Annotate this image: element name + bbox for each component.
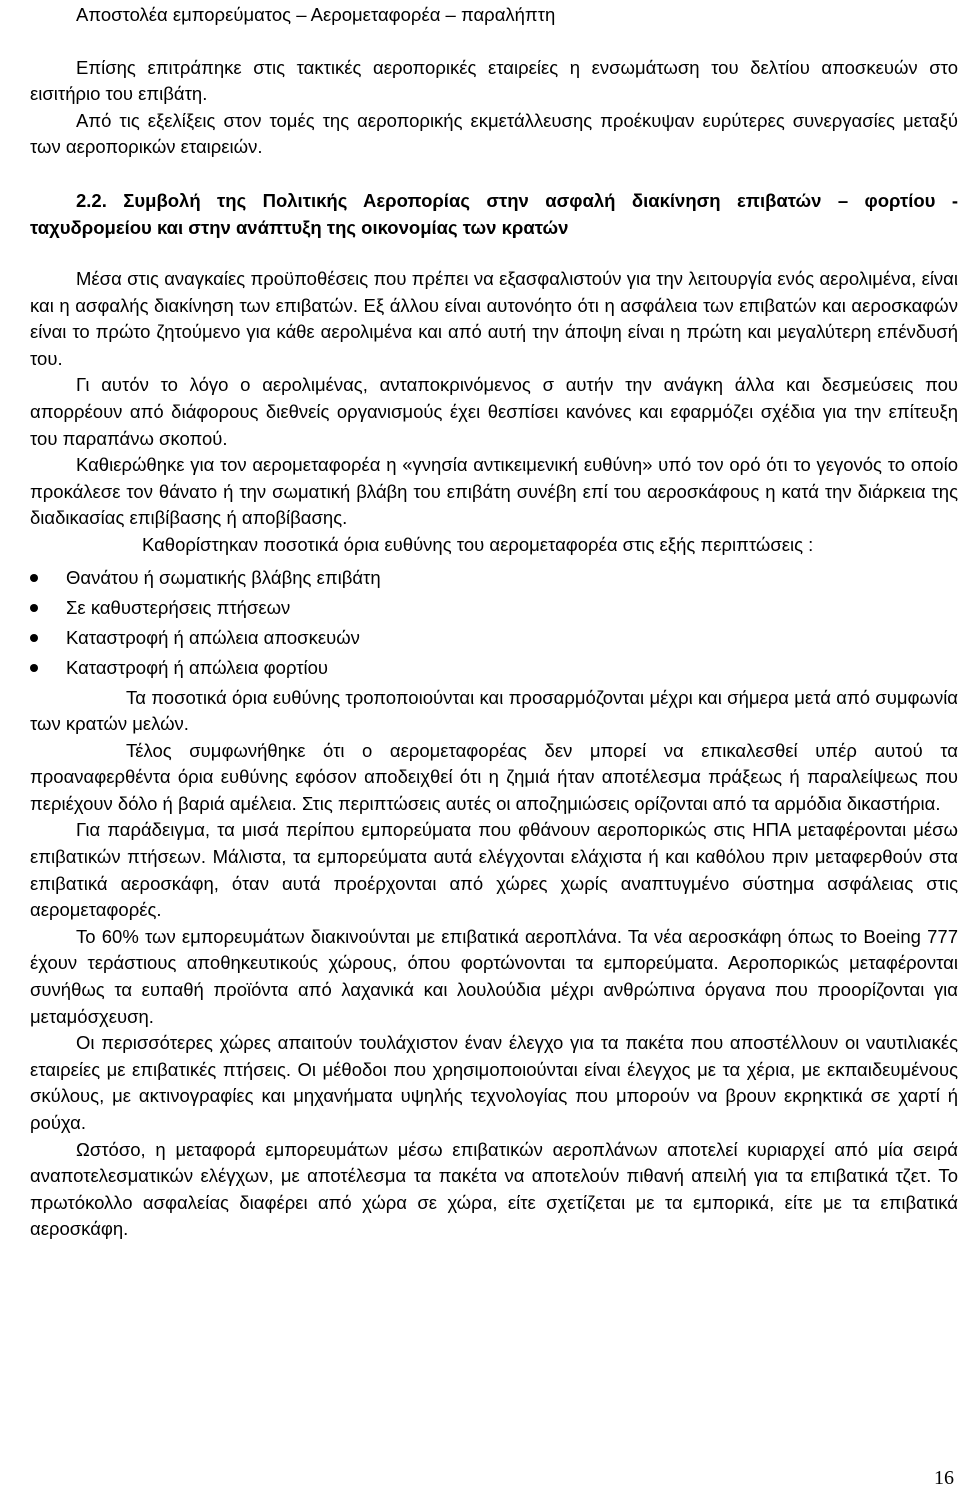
page-number: 16 bbox=[934, 1467, 954, 1489]
liability-list bbox=[30, 563, 958, 683]
list-item-text: Καταστροφή ή απώλεια αποσκευών bbox=[66, 626, 360, 648]
paragraph-8: Τέλος συμφωνήθηκε ότι ο αερομεταφορέας δεν μπορεί να επικαλεσθεί υπέρ αυτού τα προαναφερθέντα όρια ευθύνης εφόσον αποδειχθεί ότι η ζημιά ήταν αποτέλεσμα πράξεως ή παραλείψεως που περιέχουν δόλο ή βαριά αμέλεια. Στις περιπτώσεις αυτές οι αποζημιώσεις ορίζονται από τα αρμόδια δικαστήρια. bbox=[30, 739, 958, 814]
paragraph-7: Τα ποσοτικά όρια ευθύνης τροποποιούνται και προσαρμόζονται μέχρι και σήμερα μετά από συμφωνία των κρατών μελών. bbox=[30, 686, 958, 735]
list-item bbox=[30, 563, 958, 593]
list-item-text: Καταστροφή ή απώλεια φορτίου bbox=[66, 656, 329, 678]
section-heading: 2.2. Συμβολή της Πολιτικής Αεροπορίας στην ασφαλή διακίνηση επιβατών – φορτίου - ταχυδρομείου και στην ανάπτυξη της οικονομίας των κρατών bbox=[30, 189, 958, 238]
paragraph-10: Το 60% των εμπορευμάτων διακινούνται με επιβατικά αεροπλάνα. Τα νέα αεροσκάφη όπως το Boeing 777 έχουν τεράστιους αποθηκευτικούς χώρους, όπου φορτώνονται τα εμπορεύματα. Αεροπορικώς μεταφέρονται συνήθως τα ευπαθή προϊόντα από λαχανικά και λουλούδια μέχρι ανθρώπινα όργανα που προορίζονται για μεταμόσχευση. bbox=[30, 925, 958, 1027]
list-item bbox=[30, 593, 958, 623]
paragraph-9: Για παράδειγμα, τα μισά περίπου εμπορεύματα που φθάνουν αεροπορικώς στις ΗΠΑ μεταφέρονται μέσω επιβατικών πτήσεων. Μάλιστα, τα εμπορεύματα αυτά ελέγχονται ελάχιστα ή και καθόλου πριν μεταφερθούν στα επιβατικά αεροσκάφη, όταν αυτά προέρχονται από χώρες χωρίς αναπτυγμένο σύστημα ασφάλειας στις αερομεταφορές. bbox=[30, 819, 958, 921]
list-item bbox=[30, 623, 958, 653]
bullet-icon bbox=[30, 604, 38, 612]
list-item-text: Σε καθυστερήσεις πτήσεων bbox=[66, 596, 291, 618]
paragraph-11: Οι περισσότερες χώρες απαιτούν τουλάχιστον έναν έλεγχο για τα πακέτα που αποστέλλουν οι ναυτιλιακές εταιρείες με επιβατικές πτήσεις. Οι μέθοδοι που χρησιμοποιούνται είναι έλεγχος με τα χέρια, με εκπαιδευμένους σκύλους, με ακτινογραφίες και μηχανήματα υψηλής τεχνολογίας που μπορούν να βρουν εκρηκτικά σε χαρτί ή ρούχα. bbox=[30, 1032, 958, 1133]
body-text bbox=[30, 2, 958, 1243]
paragraph-12: Ωστόσο, η μεταφορά εμπορευμάτων μέσω επιβατικών αεροπλάνων αποτελεί κυριαρχεί από μία σειρά αναποτελεσματικών ελέγχων, με αποτέλεσμα τα πακέτα να αποτελούν πιθανή απειλή για τα επιβατικά τζετ. Το πρωτόκολλο ασφαλείας διαφέρει από χώρα σε χώρα, είτε σχετίζεται με τα εμπορικά, είτε με τα επιβατικά αεροσκάφη. bbox=[30, 1138, 958, 1240]
top-line: Αποστολέα εμπορεύματος – Αερομεταφορέα – παραλήπτη bbox=[76, 4, 556, 25]
paragraph-3: Μέσα στις αναγκαίες προϋποθέσεις που πρέπει να εξασφαλιστούν για την λειτουργία ενός αερολιμένα, είναι και η ασφαλής διακίνηση των επιβατών. Εξ άλλου είναι αυτονόητο ότι η ασφάλεια των επιβατών και αεροσκαφών είναι το πρώτο ζητούμενο για κάθε αερολιμένα και από αυτή την άποψη είναι η πρώτη και μεγαλύτερη επένδυσή του. bbox=[30, 267, 958, 369]
bullet-icon bbox=[30, 634, 38, 642]
paragraph-2: Από τις εξελίξεις στον τομές της αεροπορικής εκμετάλλευσης προέκυψαν ευρύτερες συνεργασίες μεταξύ των αεροπορικών εταιρειών. bbox=[30, 109, 958, 158]
paragraph-6: Καθορίστηκαν ποσοτικά όρια ευθύνης του αερομεταφορέα στις εξής περιπτώσεις : bbox=[142, 533, 814, 555]
bullet-icon bbox=[30, 574, 38, 582]
paragraph-1: Επίσης επιτράπηκε στις τακτικές αεροπορικές εταιρείες η ενσωμάτωση του δελτίου αποσκευών στο εισιτήριο του επιβάτη. bbox=[30, 56, 958, 105]
paragraph-4: Γι αυτόν το λόγο ο αερολιμένας, ανταποκρινόμενος σ αυτήν την ανάγκη άλλα και δεσμεύσεις που απορρέουν από διάφορους διεθνείς οργανισμούς έχει θεσπίσει κανόνες και εφαρμόζει σχέδια για την επίτευξη του παραπάνω σκοπού. bbox=[30, 374, 958, 449]
paragraph-5: Καθιερώθηκε για τον αερομεταφορέα η «γνησία αντικειμενική ευθύνη» υπό τον ορό ότι το γεγονός το οποίο προκάλεσε τον θάνατο ή την σωματική βλάβη του επιβάτη συνέβη επί του αεροσκάφους η κατά την διάρκεια της διαδικασίας επιβίβασης ή αποβίβασης. bbox=[30, 454, 958, 529]
list-item-text: Θανάτου ή σωματικής βλάβης επιβάτη bbox=[66, 566, 381, 588]
list-item bbox=[30, 653, 958, 683]
bullet-icon bbox=[30, 664, 38, 672]
